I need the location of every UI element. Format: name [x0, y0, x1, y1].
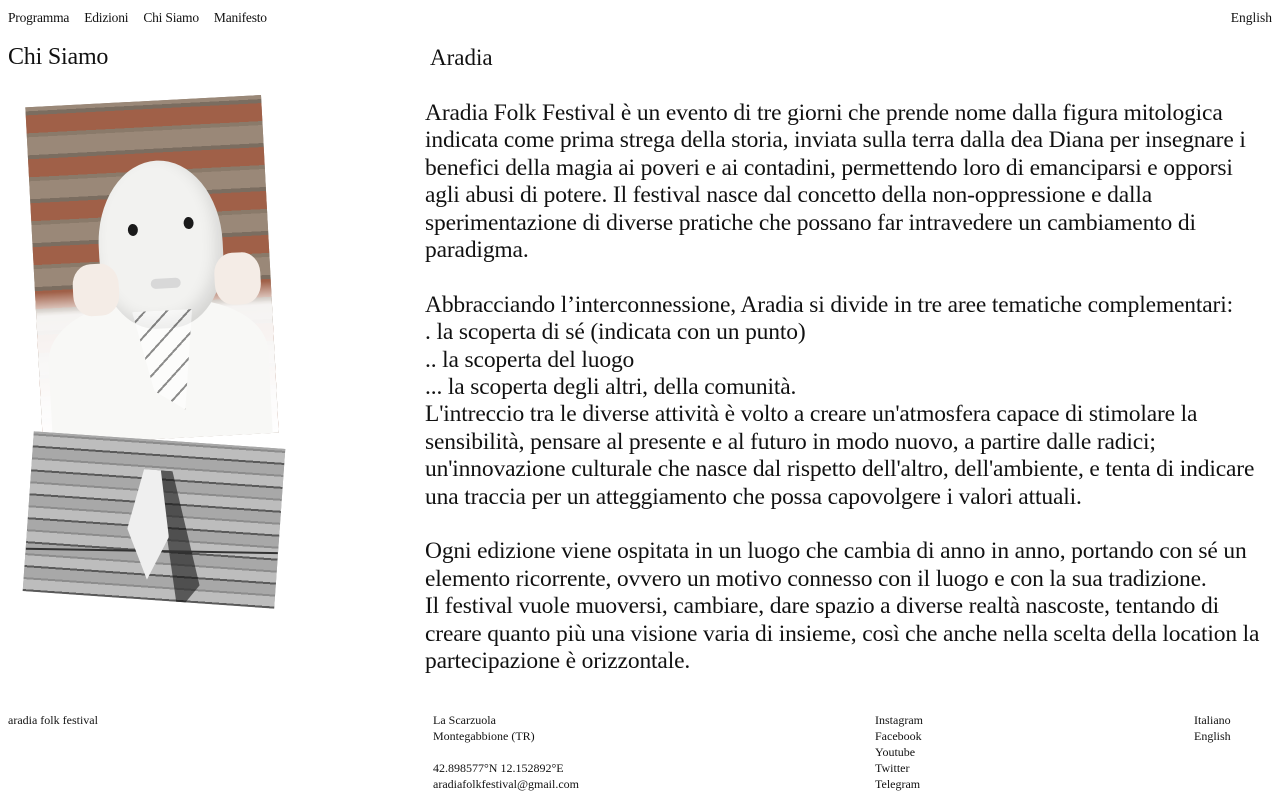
- social-link-facebook[interactable]: Facebook: [875, 729, 922, 743]
- photo-hand: [213, 251, 262, 305]
- footer-town: Montegabbione (TR): [433, 729, 535, 743]
- photo-mask-eye: [128, 224, 139, 237]
- theme-item-self: . la scoperta di sé (indicata con un punto): [425, 319, 806, 346]
- social-link-instagram[interactable]: Instagram: [875, 713, 923, 727]
- footer-location: [433, 712, 579, 792]
- footer-venue: La Scarzuola: [433, 713, 496, 727]
- paragraph-text: L'intreccio tra le diverse attività è volto a creare un'atmosfera capace di stimolare la sensibilità, pensare al presente e al futuro in modo nuovo, a partire dalle radici; un'innovazione culturale che nasce dal rispetto dell'altro, dell'ambiente, e tenta di indicare una traccia per un atteggiamento che possa capovolgere i valori attuali.: [425, 401, 1255, 510]
- footer-email-link[interactable]: aradiafolkfestival@gmail.com: [433, 777, 579, 791]
- main-nav: [8, 10, 267, 26]
- nav-item-manifesto[interactable]: Manifesto: [213, 10, 267, 25]
- paragraph-text: Abbracciando l’interconnessione, Aradia si divide in tre aree tematiche complementari:: [425, 291, 1233, 318]
- footer-coordinates: 42.898577°N 12.152892°E: [433, 761, 564, 775]
- about-paragraph-2: [425, 292, 1270, 511]
- social-link-twitter[interactable]: Twitter: [875, 761, 910, 775]
- nav-item-chi-siamo[interactable]: Chi Siamo: [143, 10, 199, 25]
- about-text: [425, 100, 1270, 703]
- footer-spacer: [433, 744, 579, 760]
- footer-social-links: [875, 712, 923, 792]
- page-title: Chi Siamo: [8, 44, 109, 70]
- nav-item-edizioni[interactable]: Edizioni: [84, 10, 129, 25]
- theme-item-community: ... la scoperta degli altri, della comunità.: [425, 374, 797, 401]
- footer-brand: [8, 712, 98, 728]
- social-link-telegram[interactable]: Telegram: [875, 777, 921, 791]
- photo-mask-eye: [183, 217, 194, 230]
- section-title: Aradia: [430, 45, 493, 70]
- photo-hand: [72, 263, 121, 317]
- paragraph-text: Aradia Folk Festival è un evento di tre giorni che prende nome dalla figura mitologica indicata come prima strega della storia, inviata sulla terra dalla dea Diana per insegnare i benefici della magia ai poveri e ai contadini, permettendo loro di emanciparsi e opporsi agli abusi di potere. Il festival nasce dal concetto della non-oppressione e dalla sperimentazione di diverse pratiche che possano far intravedere un cambiamento di paradigma.: [425, 100, 1246, 264]
- photo-collage: [20, 95, 290, 640]
- footer-languages: [1194, 712, 1231, 744]
- language-switch-english[interactable]: English: [1230, 10, 1272, 25]
- language-link-italiano[interactable]: Italiano: [1194, 713, 1231, 727]
- footer-brand-name: aradia folk festival: [8, 713, 98, 727]
- social-link-youtube[interactable]: Youtube: [875, 745, 916, 759]
- about-paragraph-3: [425, 538, 1270, 675]
- about-paragraph-1: [425, 100, 1270, 264]
- nav-item-programma[interactable]: Programma: [8, 10, 70, 25]
- paragraph-text: Il festival vuole muoversi, cambiare, dare spazio a diverse realtà nascoste, tentando di creare quanto più una visione varia di insieme, così che anche nella scelta della location la partecipazione è orizzontale.: [425, 593, 1260, 675]
- language-link-english[interactable]: English: [1194, 729, 1231, 743]
- masked-person-photo: [25, 95, 278, 445]
- hanging-cloth-photo: [23, 431, 286, 608]
- paragraph-text: Ogni edizione viene ospitata in un luogo che cambia di anno in anno, portando con sé un elemento ricorrente, ovvero un motivo connesso con il luogo e con la sua tradizione.: [425, 538, 1247, 592]
- photo-mask-mouth: [150, 278, 180, 290]
- theme-item-place: .. la scoperta del luogo: [425, 346, 635, 373]
